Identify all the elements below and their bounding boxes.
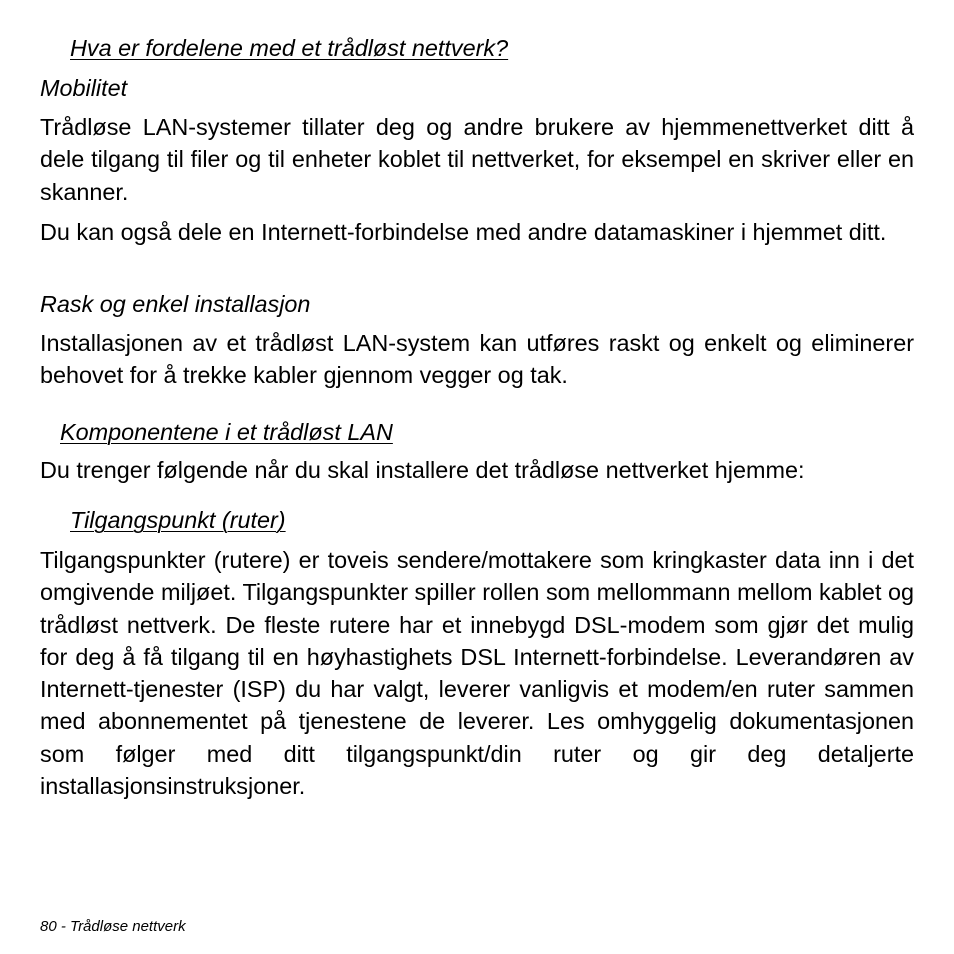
mobility-paragraph-2: Du kan også dele en Internett-forbindelse med andre datamaskiner i hjemmet ditt. [40, 219, 887, 245]
installation-paragraph: Installasjonen av et trådløst LAN-system kan utføres raskt og enkelt og eliminerer behovet for å trekke kabler gjennom vegger og tak. [40, 330, 914, 389]
page-footer: 80 - Trådløse nettverk [40, 918, 186, 935]
components-intro: Du trenger følgende når du skal installere det trådløse nettverket hjemme: [40, 457, 805, 483]
access-point-heading: Tilgangspunkt (ruter) [70, 507, 286, 533]
access-point-paragraph: Tilgangspunkter (rutere) er toveis sendere/mottakere som kringkaster data inn i det omgivende miljøet. Tilgangspunkter spiller rollen som mellommann mellom kablet og trådløst nettverk. De fleste rutere har et innebygd DSL-modem som gjør det mulig for deg å få tilgang til en høyhastighets DSL Internett-forbindelse. Leverandøren av Internett-tjenester (ISP) du har valgt, leverer vanligvis et modem/en ruter sammen med abonnementet på tjenestene de leverer. Les omhyggelig dokumentasjonen som følger med ditt tilgangspunkt/din ruter og gir deg detaljerte installasjonsinstruksjoner. [40, 547, 914, 800]
components-heading: Komponentene i et trådløst LAN [60, 419, 393, 445]
benefits-heading: Hva er fordelene med et trådløst nettverk? [70, 35, 509, 61]
installation-subheading: Rask og enkel installasjon [40, 291, 311, 317]
mobility-subheading: Mobilitet [40, 75, 128, 101]
mobility-paragraph-1: Trådløse LAN-systemer tillater deg og andre brukere av hjemmenettverket ditt å dele tilgang til filer og til enheter koblet til nettverket, for eksempel en skriver eller en skanner. [40, 114, 914, 205]
